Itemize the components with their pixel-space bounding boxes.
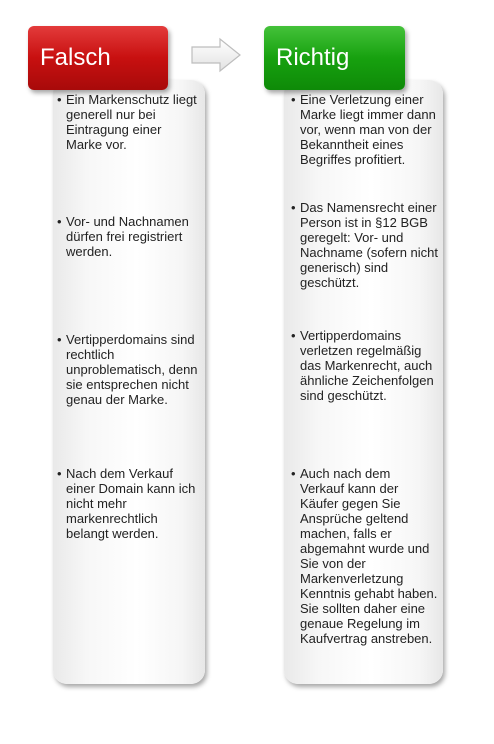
richtig-item: • Auch nach dem Verkauf kann der Käufer gegen Sie Ansprüche geltend machen, falls er abgemahnt wurde und Sie von der Markenverletzung Kenntnis gehabt haben. Sie sollten daher eine genaue Regelung im Kaufvertrag anstreben. bbox=[291, 466, 438, 646]
richtig-item: • Eine Verletzung einer Marke liegt immer dann vor, wenn man von der Bekanntheit eines Begriffes profitiert. bbox=[291, 92, 436, 167]
bullet-icon: • bbox=[291, 466, 296, 481]
falsch-item: • Vertipperdomains sind rechtlich unproblematisch, denn sie entsprechen nicht genau der Marke. bbox=[57, 332, 198, 407]
bullet-icon: • bbox=[57, 466, 62, 481]
bullet-icon: • bbox=[57, 332, 62, 347]
falsch-item: • Ein Markenschutz liegt generell nur bei Eintragung einer Marke vor. bbox=[57, 92, 197, 152]
bullet-icon: • bbox=[291, 328, 296, 343]
richtig-item: • Vertipperdomains verletzen regelmäßig das Markenrecht, auch ähnliche Zeichenfolgen sind geschützt. bbox=[291, 328, 434, 403]
bullet-icon: • bbox=[57, 92, 62, 107]
bullet-icon: • bbox=[291, 200, 296, 215]
falsch-item: • Nach dem Verkauf einer Domain kann ich nicht mehr markenrechtlich belangt werden. bbox=[57, 466, 196, 541]
bullet-icon: • bbox=[57, 214, 62, 229]
bullet-icon: • bbox=[291, 92, 296, 107]
right-arrow-icon bbox=[189, 36, 243, 74]
richtig-header bbox=[264, 26, 405, 90]
falsch-header bbox=[28, 26, 168, 90]
richtig-title: Richtig bbox=[276, 44, 350, 71]
falsch-item: • Vor- und Nachnamen dürfen frei registriert werden. bbox=[57, 214, 189, 259]
richtig-item: • Das Namensrecht einer Person ist in §12 BGB geregelt: Vor- und Nachname (sofern nicht generisch) sind geschützt. bbox=[291, 200, 439, 290]
falsch-title: Falsch bbox=[40, 44, 111, 71]
